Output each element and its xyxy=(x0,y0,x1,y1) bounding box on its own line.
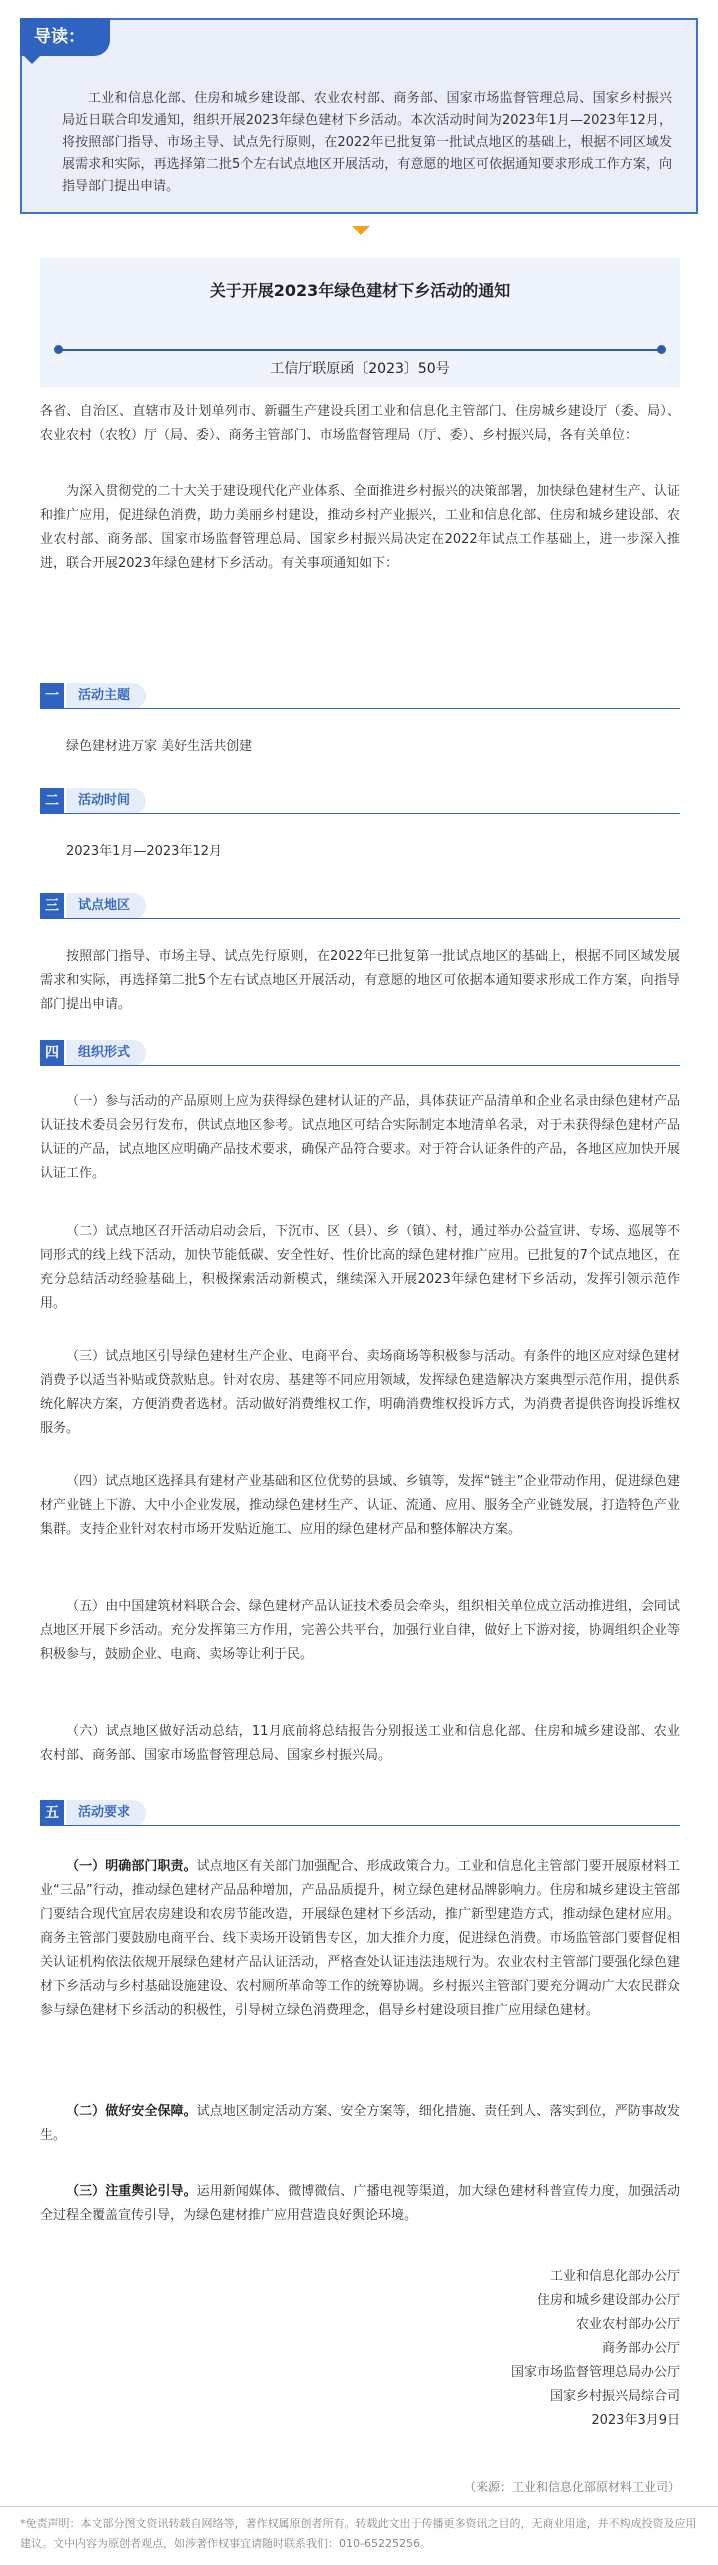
section-title: 试点地区 xyxy=(66,893,146,919)
section-header-4 xyxy=(40,1040,680,1066)
section-header-2 xyxy=(40,788,680,814)
section-body: 2023年1月—2023年12月 xyxy=(66,844,222,859)
footer-divider xyxy=(0,2506,718,2507)
section-title: 组织形式 xyxy=(66,1040,146,1066)
section-number: 五 xyxy=(40,1800,64,1826)
signatory: 工业和信息化部办公厅 xyxy=(549,2269,680,2284)
section-title: 活动主题 xyxy=(66,683,146,709)
intro-text: 工业和信息化部、住房和城乡建设部、农业农村部、商务部、国家市场监督管理总局、国家乡村振兴局近日联合印发通知，组织开展2023年绿色建材下乡活动。本次活动时间为2023年1月—2023年12月，将按照部门指导、市场主导、试点先行原则，在2022年已批复第一批试点地区的基础上，根据不同区域发展需求和实际，再选择第二批5个左右试点地区开展活动，有意愿的地区可依据通知要求形成工作方案，向指导部门提出申请。 xyxy=(62,91,672,194)
org-item: （五）由中国建筑材料联合会、绿色建材产品认证技术委员会牵头，组织相关单位成立活动推进组，会同试点地区开展下乡活动。充分发挥第三方作用，完善公共平台，加强行业自律，做好上下游对接，协调组织企业等积极参与，鼓励企业、电商、卖场等让利于民。 xyxy=(40,1599,680,1662)
req-item xyxy=(40,1855,680,2023)
section-header-3 xyxy=(40,893,680,919)
notice-title-box xyxy=(40,258,680,388)
intro-tag xyxy=(20,18,110,56)
section-title: 活动要求 xyxy=(66,1800,146,1826)
req-lead: （二）做好安全保障。 xyxy=(66,2104,197,2119)
doc-number: 工信厅联原函〔2023〕50号 xyxy=(270,361,450,377)
section-header-5 xyxy=(40,1800,680,1826)
signatory: 农业农村部办公厅 xyxy=(575,2317,680,2332)
notice-title: 关于开展2023年绿色建材下乡活动的通知 xyxy=(209,281,511,300)
signing-date: 2023年3月9日 xyxy=(591,2413,680,2428)
req-text: 试点地区制定活动方案、安全方案等，细化措施、责任到人、落实到位，严防事故发生。 xyxy=(40,2104,680,2143)
req-item xyxy=(40,2180,680,2228)
req-lead: （三）注重舆论引导。 xyxy=(66,2184,197,2199)
req-text: 运用新闻媒体、微博微信、广播电视等渠道，加大绿色建材科普宣传力度，加强活动全过程全覆盖宣传引导，为绿色建材推广应用营造良好舆论环境。 xyxy=(40,2184,680,2223)
source-note: （来源：工业和信息化部原材料工业司） xyxy=(463,2480,680,2494)
signatory: 商务部办公厅 xyxy=(601,2341,680,2356)
section-body: 按照部门指导、市场主导、试点先行原则，在2022年已批复第一批试点地区的基础上，根据不同区域发展需求和实际，再选择第二批5个左右试点地区开展活动，有意愿的地区可依据本通知要求形成工作方案，向指导部门提出申请。 xyxy=(40,949,680,1012)
section-number: 一 xyxy=(40,683,64,709)
triangle-down-icon xyxy=(352,226,370,235)
section-header-1 xyxy=(40,683,680,709)
section-number: 三 xyxy=(40,893,64,919)
preface: 为深入贯彻党的二十大关于建设现代化产业体系、全面推进乡村振兴的决策部署，加快绿色建材生产、认证和推广应用，促进绿色消费，助力美丽乡村建设，推动乡村产业振兴，工业和信息化部、住房和城乡建设部、农业农村部、商务部、国家市场监督管理总局、国家乡村振兴局决定在2022年试点工作基础上，进一步深入推进，联合开展2023年绿色建材下乡活动。有关事项通知如下： xyxy=(40,484,680,571)
org-item: （一）参与活动的产品原则上应为获得绿色建材认证的产品，具体获证产品清单和企业名录由绿色建材产品认证技术委员会另行发布，供试点地区参考。试点地区可结合实际制定本地清单名录，对于未获得绿色建材产品认证的产品，试点地区应明确产品技术要求，确保产品符合要求。对于符合认证条件的产品，各地区应加快开展认证工作。 xyxy=(40,1094,680,1181)
signatory: 国家乡村振兴局综合司 xyxy=(549,2389,680,2404)
signatory: 住房和城乡建设部办公厅 xyxy=(536,2293,680,2308)
section-number: 四 xyxy=(40,1040,64,1066)
disclaimer: *免责声明：本文部分图文资讯转载自网络等，著作权属原创者所有。转载此文出于传播更多资讯之目的，无商业用途，并不构成投资及应用建议。文中内容为原创者观点，如涉著作权事宜请随时联系我们：010-65225256。 xyxy=(20,2517,697,2550)
org-item: （二）试点地区召开活动启动会后，下沉市、区（县）、乡（镇）、村，通过举办公益宣讲、专场、巡展等不同形式的线上线下活动，加快节能低碳、安全性好、性价比高的绿色建材推广应用。已批复的7个试点地区，在充分总结活动经验基础上，积极探索活动新模式，继续深入开展2023年绿色建材下乡活动，发挥引领示范作用。 xyxy=(40,1224,680,1311)
addressees: 各省、自治区、直辖市及计划单列市、新疆生产建设兵团工业和信息化主管部门、住房城乡建设厅（委、局）、农业农村（农牧）厅（局、委）、商务主管部门、市场监督管理局（厅、委）、乡村振兴局，各有关单位： xyxy=(40,404,680,443)
req-lead: （一）明确部门职责。 xyxy=(66,1859,197,1874)
intro-tag-label: 导读： xyxy=(34,27,85,47)
signatory: 国家市场监督管理总局办公厅 xyxy=(510,2365,680,2380)
section-title: 活动时间 xyxy=(66,788,146,814)
section-body: 绿色建材进万家 美好生活共创建 xyxy=(66,739,253,754)
section-number: 二 xyxy=(40,788,64,814)
org-item: （四）试点地区选择具有建材产业基础和区位优势的县域、乡镇等，发挥“链主”企业带动作用，促进绿色建材产业链上下游、大中小企业发展，推动绿色建材生产、认证、流通、应用、服务全产业链发展，打造特色产业集群。支持企业针对农村市场开发贴近施工、应用的绿色建材产品和整体解决方案。 xyxy=(40,1474,680,1537)
org-item: （三）试点地区引导绿色建材生产企业、电商平台、卖场商场等积极参与活动。有条件的地区应对绿色建材消费予以适当补贴或贷款贴息。针对农房、基建等不同应用领域，发挥绿色建造解决方案典型示范作用，提供系统化解决方案，方便消费者选材。活动做好消费维权工作，明确消费维权投诉方式，为消费者提供咨询投诉维权服务。 xyxy=(40,1349,680,1436)
divider-dot-right xyxy=(657,345,666,354)
intro-box xyxy=(20,18,698,214)
org-item: （六）试点地区做好活动总结，11月底前将总结报告分别报送工业和信息化部、住房和城乡建设部、农业农村部、商务部、国家市场监督管理总局、国家乡村振兴局。 xyxy=(40,1724,680,1763)
req-text: 试点地区有关部门加强配合、形成政策合力。工业和信息化主管部门要开展原材料工业“三品”行动，推动绿色建材产品品种增加，产品品质提升，树立绿色建材品牌影响力。住房和城乡建设主管部门要结合现代宜居农房建设和农房节能改造，开展绿色建材下乡活动，推广新型建造方式，推动绿色建材应用。商务主管部门要鼓励电商平台、线下卖场开设销售专区，加大推介力度，促进绿色消费。市场监管部门要督促相关认证机构依法依规开展绿色建材产品认证活动，严格查处认证违法违规行为。农业农村主管部门要强化绿色建材下乡活动与乡村基础设施建设、农村厕所革命等工作的统筹协调。乡村振兴主管部门要充分调动广大农民群众参与绿色建材下乡活动的积极性，引导树立绿色消费理念，倡导乡村建设项目推广应用绿色建材。 xyxy=(40,1859,680,2018)
title-divider xyxy=(58,349,662,351)
req-item xyxy=(40,2100,680,2148)
divider-dot-left xyxy=(54,345,63,354)
